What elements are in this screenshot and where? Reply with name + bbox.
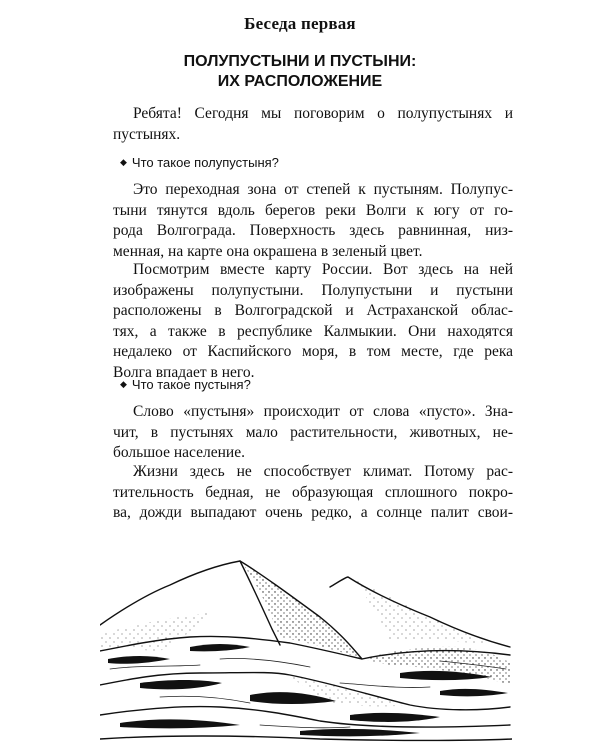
sand-streak <box>108 656 170 664</box>
contour-line <box>260 725 350 728</box>
paragraph-line: изображены полупустыни. Полупустыни и пустыни <box>113 281 513 299</box>
dune-shadow <box>100 613 210 651</box>
chapter-title-line-1: ПОЛУПУСТЫНИ И ПУСТЫНИ: <box>183 53 417 70</box>
dune-shadow <box>240 561 362 659</box>
contour-line <box>220 658 310 667</box>
chapter-kicker: Беседа первая <box>244 14 356 33</box>
paragraph-line: менная, на карте она окрашена в зеленый цвет. <box>113 242 423 260</box>
paragraph-line: Слово «пустыня» происходит от слова «пусто». Зна- <box>133 403 513 420</box>
paragraph-line: недалеко от Каспийского моря, в том месте, где река <box>113 343 513 360</box>
paragraph-line: Это переходная зона от степей к пустыням. Полупус- <box>133 181 513 198</box>
answer-paragraph-3 <box>113 402 513 464</box>
contour-line <box>160 696 250 703</box>
sand-streak <box>440 689 508 696</box>
paragraph-line: Жизни здесь не способствует климат. Потому рас- <box>133 463 513 480</box>
question-text: Что такое пустыня? <box>131 377 251 392</box>
sand-streak <box>350 713 440 722</box>
paragraph-line: Волга впадает в него. <box>113 363 255 381</box>
answer-paragraph-2 <box>113 260 513 383</box>
dune-ridge <box>100 736 512 741</box>
paragraph-line: пустынях. <box>113 125 181 143</box>
diamond-bullet-icon: ◆ <box>120 157 127 167</box>
paragraph-line: тыни тянутся вдоль берегов реки Волги к югу от го- <box>113 201 513 219</box>
paragraph-line: рода Волгограда. Поверхность здесь равнинная, низ- <box>113 222 513 239</box>
paragraph-line: Ребята! Сегодня мы поговорим о полупустынях и <box>133 105 513 122</box>
question-what-is-desert <box>120 376 251 393</box>
intro-paragraph <box>113 104 513 145</box>
chapter-title <box>0 52 600 92</box>
paragraph-line: тях, а также в республике Калмыкии. Они находятся <box>113 322 513 340</box>
sand-streak <box>300 729 420 736</box>
answer-paragraph-1 <box>113 180 513 262</box>
paragraph-line: тительность бедная, не образующая сплошного покро- <box>113 483 513 501</box>
paragraph-line: большое население. <box>113 444 245 461</box>
sand-streak <box>140 680 222 689</box>
paragraph-line: ва, дожди выпадают очень редко, а солнце палит свои- <box>113 504 513 521</box>
paragraph-line: чит, в пустынях мало растительности, животных, не- <box>113 423 513 441</box>
chapter-title-line-2: ИХ РАСПОЛОЖЕНИЕ <box>217 73 383 90</box>
desert-dunes-illustration <box>100 555 512 745</box>
sand-streak <box>190 644 250 651</box>
answer-paragraph-4 <box>113 462 513 524</box>
question-text: Что такое полупустыня? <box>131 155 279 170</box>
contour-line <box>340 683 430 688</box>
contour-line <box>110 665 200 669</box>
paragraph-line: расположены в Волгоградской и Астраханской облас- <box>113 302 513 319</box>
paragraph-line: Посмотрим вместе карту России. Вот здесь на ней <box>133 261 513 278</box>
sand-streak <box>120 719 240 728</box>
diamond-bullet-icon: ◆ <box>120 379 127 389</box>
question-what-is-semidesert <box>120 154 279 171</box>
